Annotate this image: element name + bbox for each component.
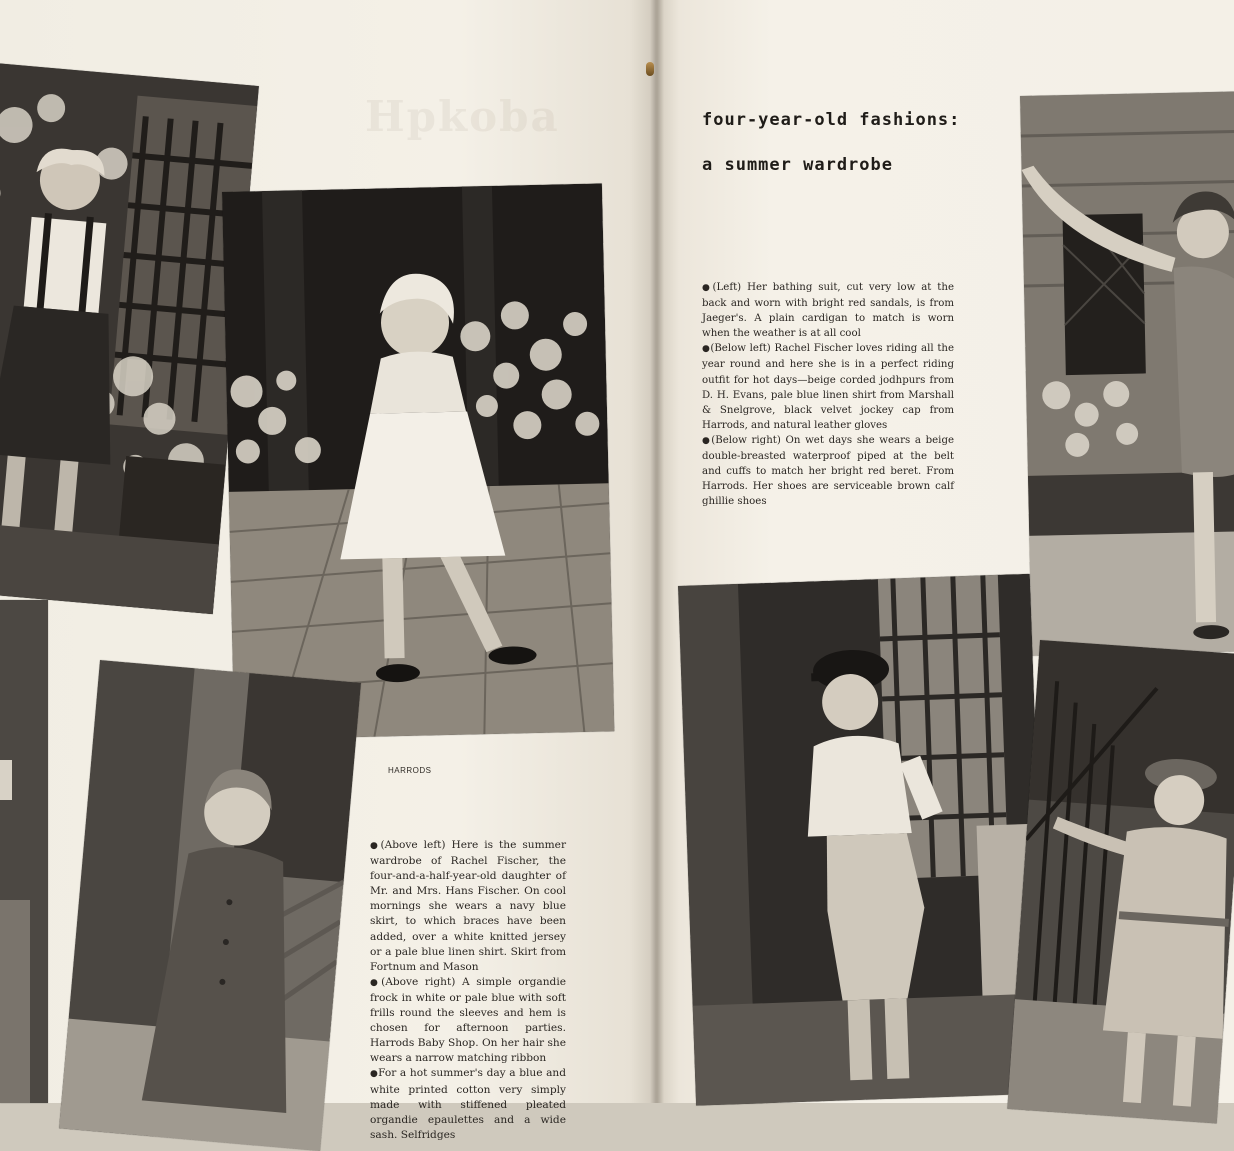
bullet-icon: ● [702,344,711,355]
bullet-icon: ● [702,435,712,446]
left-caption-paragraph: ●For a hot summer's day a blue and white printed cotton very simply made with stiffened pleated organdie epaulettes and a wide sash. Selfridges [370,1067,567,1141]
photo-coat [59,660,361,1151]
staple [646,62,654,76]
article-title-line-1: four-year-old fashions: [702,110,961,130]
bullet-icon: ● [370,1069,379,1080]
photo-organdie-frock [222,183,614,739]
right-caption-paragraph: ●(Below right) On wet days she wears a beige double-breasted waterproof piped at the belt and cuffs to match her bright red beret. From Harrods. Her shoes are serviceable brown calf ghillie shoes [702,434,954,508]
photo-partial-left-edge [0,600,48,1103]
photo-bathing-suit [1020,92,1234,656]
book-gutter [650,0,664,1103]
left-caption [370,838,566,1143]
photo-raincoat [1007,640,1234,1124]
bullet-icon: ● [370,977,382,988]
left-caption-paragraph: ●(Above right) A simple organdie frock in white or pale blue with soft frills round the sleeves and hem is chosen for afternoon parties. Harrods Baby Shop. On her hair she wears a narrow matching ribbon [370,975,566,1065]
photo-credit: HARRODS [388,766,432,775]
article-title-line-2: a summer wardrobe [702,155,893,175]
left-caption-paragraph: ●(Above left) Here is the summer wardrobe of Rachel Fischer, the four-and-a-half-year-old daughter of Mr. and Mrs. Hans Fischer. On cool mornings she wears a navy blue skirt, to which braces have been added, over a white knitted jersey or a pale blue linen shirt. Skirt from Fortnum and Mason [370,839,567,973]
faint-bleed-through-text: Hpkoba [365,92,560,141]
right-caption-paragraph: ●(Below left) Rachel Fischer loves riding all the year round and here she is in a perfect riding outfit for hot days—beige corded jodhpurs from D. H. Evans, pale blue linen shirt from Marshall & Snelgrove, black velvet jockey cap from Harrods, and natural leather gloves [702,343,954,431]
bullet-icon: ● [702,283,713,293]
bullet-icon: ● [370,841,381,851]
right-caption [702,280,954,509]
photo-riding-outfit [678,574,1048,1106]
right-caption-paragraph: ●(Left) Her bathing suit, cut very low at the back and worn with bright red sandals, is from Jaeger's. A plain cardigan to match is worn when the weather is at all cool [702,282,954,340]
